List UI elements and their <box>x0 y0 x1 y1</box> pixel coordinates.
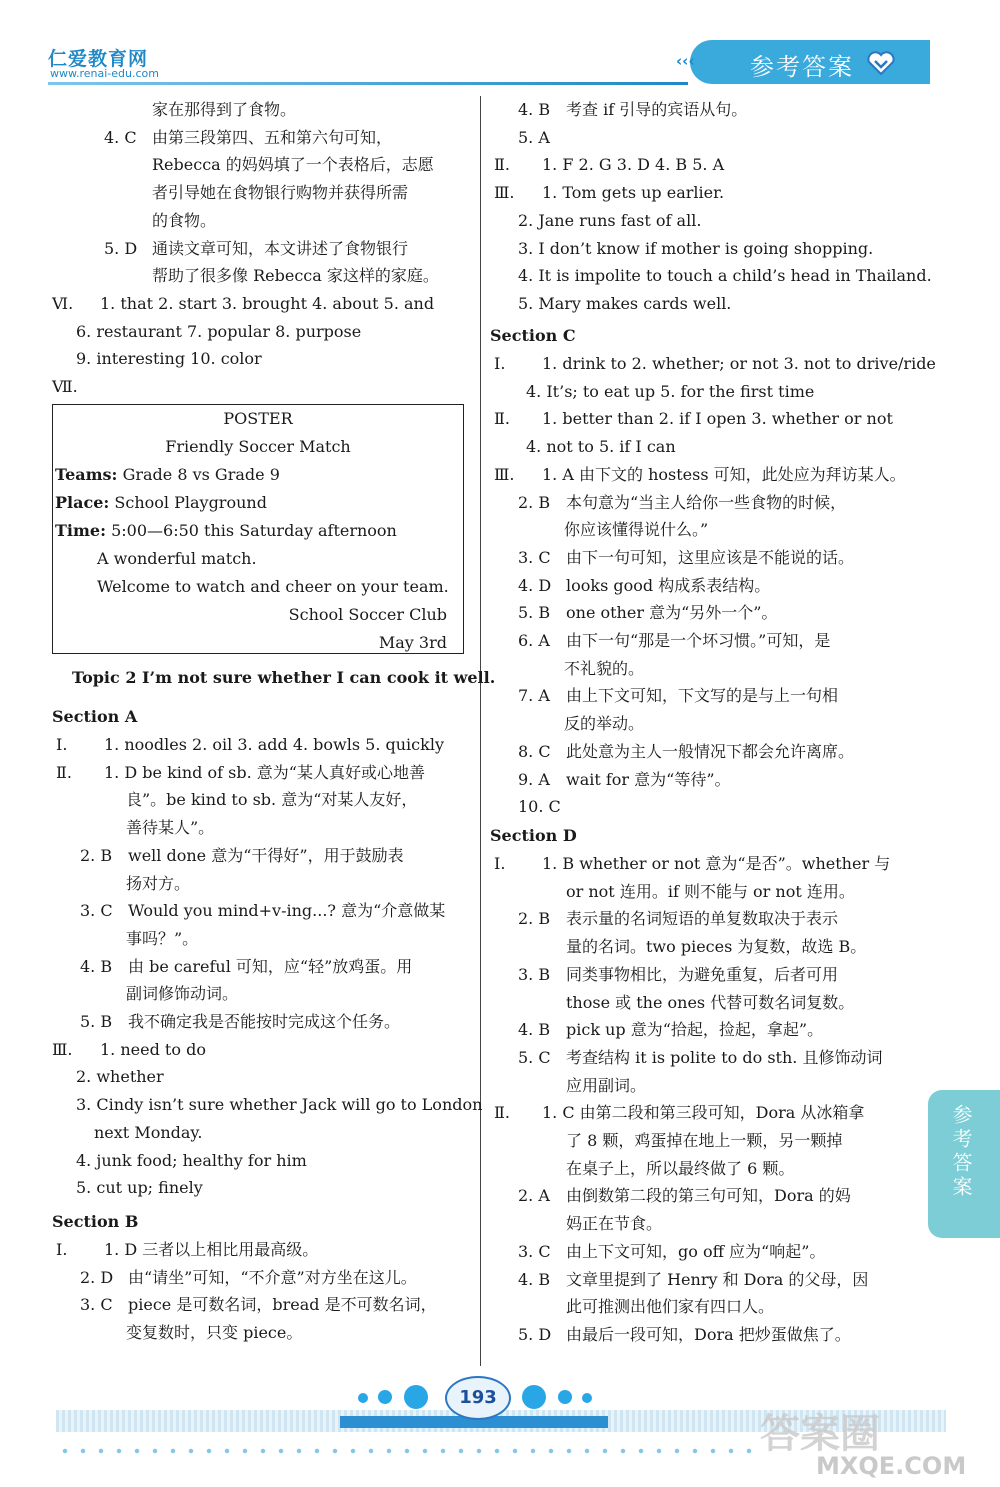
answer-line <box>152 151 434 178</box>
answer-text: 1. that 2. start 3. brought 4. about 5. and <box>100 293 435 313</box>
answer-line <box>518 1182 851 1209</box>
answer-text: 1. B whether or not 意为“是否”。whether 与 <box>542 854 891 873</box>
answer-line <box>566 1210 662 1237</box>
poster-signature: School Soccer Club <box>288 605 447 624</box>
poster-teams <box>55 461 280 488</box>
answer-text: 由下一句可知，这里应该是不能说的话。 <box>566 547 855 567</box>
answer-number: 2. B <box>80 845 113 865</box>
answer-number: 2. D <box>80 1267 114 1287</box>
answer-line <box>80 1264 417 1291</box>
answer-line <box>56 1236 318 1263</box>
answer-line <box>518 599 777 626</box>
answer-number: 8. C <box>518 741 551 761</box>
answer-text: 同类事物相比，为避免重复，后者可用 <box>566 964 839 984</box>
answer-text: 1. A 由下文的 hostess 可知，此处应为拜访某人。 <box>542 464 906 484</box>
answer-text: 1. drink to 2. whether; or not 3. not to drive/ride <box>542 354 936 373</box>
answer-text: 善待某人”。 <box>126 818 215 838</box>
answer-number: 3. C <box>518 547 551 567</box>
answer-text: 1. noodles 2. oil 3. add 4. bowls 5. quickly <box>104 735 444 754</box>
footer-dot <box>558 1390 572 1404</box>
answer-line <box>126 814 214 841</box>
poster-line2: Welcome to watch and cheer on your team. <box>97 577 449 596</box>
answer-line <box>518 544 854 571</box>
answer-number: 2. B <box>518 492 551 512</box>
answer-line <box>126 925 198 952</box>
answer-number: Ⅰ. <box>494 354 506 373</box>
answer-text: pick up 意为“拾起，捡起，拿起”。 <box>566 1020 824 1040</box>
answer-number: 4. B <box>518 1269 551 1289</box>
answer-number: 4. B <box>518 1020 551 1040</box>
chevrons-icon: ‹‹‹ <box>676 52 695 70</box>
answer-text: those 或 the ones 代替可数名词复数。 <box>566 992 855 1012</box>
header-title: 参考答案 <box>750 53 854 81</box>
answer-line <box>80 1291 437 1318</box>
poster-date: May 3rd <box>378 633 447 652</box>
poster-line1: A wonderful match. <box>97 549 257 568</box>
answer-line <box>518 207 701 234</box>
answer-line <box>126 786 417 813</box>
answer-text: 反的举动。 <box>564 714 645 734</box>
watermark-url: MXQE.COM <box>816 1452 967 1480</box>
answer-number: Ⅱ. <box>494 409 510 429</box>
answer-text: 不礼貌的。 <box>564 658 645 678</box>
answer-number: 10. C <box>518 797 561 817</box>
answer-line <box>56 759 425 786</box>
answer-text: 6. restaurant 7. popular 8. purpose <box>76 321 362 341</box>
answer-line <box>518 905 838 932</box>
answer-number: 2. B <box>518 909 551 929</box>
answer-number: 5. C <box>518 1047 551 1067</box>
answer-line <box>152 96 296 123</box>
answer-text: 由最后一段可知，Dora 把炒蛋做焦了。 <box>566 1324 851 1344</box>
answer-line <box>80 953 412 980</box>
section-b-heading: Section B <box>52 1212 139 1231</box>
answer-number: Ⅰ. <box>56 735 68 754</box>
answer-line <box>564 516 708 543</box>
answer-line <box>518 793 566 820</box>
answer-text: 在桌子上，所以最终做了 6 颗。 <box>566 1158 795 1178</box>
answer-number: 5. A <box>518 127 550 147</box>
answer-text: 应用副词。 <box>566 1075 647 1095</box>
answer-text: 事吗？”。 <box>126 928 199 948</box>
answer-text: 了 8 颗，鸡蛋掉在地上一颗，另一颗掉 <box>566 1131 843 1150</box>
answer-text: 4. junk food; healthy for him <box>76 1150 307 1170</box>
answer-number: 4. B <box>80 956 113 976</box>
footer-dot <box>378 1390 392 1404</box>
answer-line <box>76 318 361 345</box>
answer-line <box>566 878 855 905</box>
answer-number: 3. C <box>80 901 113 921</box>
answer-line <box>518 96 747 123</box>
section-a-heading: Section A <box>52 707 138 726</box>
topic-title: Topic 2 I’m not sure whether I can cook it well. <box>72 668 496 687</box>
answer-text: 表示量的名词短语的单复数取决于表示 <box>566 909 839 929</box>
answer-number: 3. C <box>80 1295 113 1315</box>
page-header <box>0 0 1000 92</box>
answer-text: 者引导她在食物银行购物并获得所需 <box>152 183 409 203</box>
footer-dots <box>56 1444 756 1458</box>
answer-number: 3. C <box>518 1241 551 1261</box>
answer-line <box>126 870 190 897</box>
poster-time <box>55 517 397 544</box>
answer-text: 量的名词。two pieces 为复数，故选 B。 <box>566 937 867 957</box>
page-number: 193 <box>445 1376 511 1420</box>
answer-line <box>518 1016 823 1043</box>
answer-text: 由上下文可知，go off 应为“响起”。 <box>566 1241 826 1261</box>
answer-number: Ⅱ. <box>56 762 72 782</box>
answer-text: piece 是可数名词，bread 是不可数名词， <box>128 1295 437 1315</box>
answer-number: 5. D <box>104 238 138 258</box>
answer-line <box>494 350 936 377</box>
answer-line <box>76 1174 203 1201</box>
answer-line <box>518 572 770 599</box>
answer-text: 通读文章可知，本文讲述了食物银行 <box>152 238 409 258</box>
answer-line <box>494 850 890 877</box>
answer-line <box>564 655 644 682</box>
answer-text: 由“请坐”可知，“不介意”对方坐在这儿。 <box>128 1267 417 1287</box>
answer-text: 扬对方。 <box>126 873 191 893</box>
answer-line <box>494 405 893 432</box>
section-d-heading: Section D <box>490 826 577 845</box>
teams-value: Grade 8 vs Grade 9 <box>122 465 280 484</box>
answer-text: 由第三段第四、五和第六句可知， <box>152 127 393 147</box>
answer-line <box>104 124 392 151</box>
answer-line <box>76 1147 307 1174</box>
time-value: 5:00—6:50 this Saturday afternoon <box>111 521 397 540</box>
side-tab-label: 参考答案 <box>949 1104 973 1200</box>
footer-dot <box>522 1385 546 1409</box>
poster-title: POSTER <box>223 409 293 428</box>
footer-dot <box>582 1393 592 1403</box>
answer-line <box>526 433 676 460</box>
answer-line <box>80 897 445 924</box>
answer-line <box>152 179 408 206</box>
answer-line <box>494 1099 864 1126</box>
answer-line <box>518 1238 825 1265</box>
answer-number: Ⅲ. <box>494 464 515 484</box>
answer-text: 考查结构 it is polite to do sth. 且修饰动词 <box>566 1047 883 1067</box>
answer-number: Ⅶ. <box>52 377 78 396</box>
answer-text: or not 连用。if 则不能与 or not 连用。 <box>566 881 855 901</box>
answer-line <box>518 1266 868 1293</box>
answer-text: 5. cut up; finely <box>76 1178 203 1198</box>
answer-line <box>80 842 404 869</box>
answer-number: 6. A <box>518 631 550 650</box>
answer-text: 良”。be kind to sb. 意为“对某人友好， <box>126 790 418 810</box>
answer-text: 由上下文可知，下文写的是与上一句相 <box>566 686 839 706</box>
answer-line <box>518 262 932 289</box>
answer-text: Rebecca 的妈妈填了一个表格后，志愿 <box>152 155 434 175</box>
answer-text: 1. D be kind of sb. 意为“某人真好或心地善 <box>104 762 425 782</box>
answer-line <box>518 682 838 709</box>
answer-line <box>76 1091 482 1118</box>
answer-line <box>80 1008 400 1035</box>
answer-text: 本句意为“当主人给你一些食物的时候， <box>566 492 847 512</box>
answer-text: 的食物。 <box>152 210 217 230</box>
answer-number: 3. B <box>518 964 551 984</box>
answer-text: 变复数时，只变 piece。 <box>126 1323 303 1343</box>
answer-text: 妈正在节食。 <box>566 1214 663 1234</box>
answer-line <box>52 1036 206 1063</box>
answer-line <box>494 461 906 488</box>
answer-text: 1. Tom gets up earlier. <box>542 183 725 203</box>
answer-number: Ⅱ. <box>494 1103 510 1123</box>
column-divider <box>480 96 481 1366</box>
answer-number: 4. D <box>518 575 552 595</box>
answer-line <box>566 1127 842 1154</box>
answer-line <box>518 1321 851 1348</box>
answer-text: 3. Cindy isn’t sure whether Jack will go to London <box>76 1095 483 1115</box>
heart-icon <box>866 50 896 76</box>
answer-number: Ⅲ. <box>52 1039 73 1059</box>
answer-line <box>76 1063 164 1090</box>
answer-text: 1. C 由第二段和第三段可知，Dora 从冰箱拿 <box>542 1103 865 1123</box>
answer-line <box>152 207 216 234</box>
answer-line <box>564 710 644 737</box>
answer-line <box>566 989 854 1016</box>
time-label: Time: <box>55 521 106 540</box>
answer-line <box>518 1044 882 1071</box>
answer-line <box>76 345 262 372</box>
poster-subtitle: Friendly Soccer Match <box>165 437 351 456</box>
answer-text: 9. interesting 10. color <box>76 349 262 369</box>
answer-text: next Monday. <box>94 1122 203 1142</box>
poster-place <box>55 489 267 516</box>
answer-text: 由 be careful 可知，应“轻”放鸡蛋。用 <box>128 956 413 976</box>
answer-text: 4. It’s; to eat up 5. for the first time <box>526 381 815 401</box>
answer-line <box>518 124 566 151</box>
answer-text: 你应该懂得说什么。” <box>564 520 709 540</box>
answer-number: Ⅰ. <box>56 1240 68 1259</box>
answer-line <box>56 731 444 758</box>
footer-dot <box>404 1385 428 1409</box>
place-value: School Playground <box>114 493 267 512</box>
poster-box <box>52 404 464 654</box>
answer-text: 5. Mary makes cards well. <box>518 293 732 313</box>
answer-number: Ⅰ. <box>494 854 506 873</box>
answer-line <box>126 980 238 1007</box>
footer-dot <box>358 1393 368 1403</box>
answer-line <box>566 933 866 960</box>
answer-text: 由倒数第二段的第三句可知，Dora 的妈 <box>566 1186 851 1206</box>
answer-number: 5. B <box>80 1012 113 1031</box>
place-label: Place: <box>55 493 110 512</box>
answer-number: 7. A <box>518 686 550 706</box>
answer-number: 2. A <box>518 1186 550 1206</box>
answer-text: Would you mind+v-ing...? 意为“介意做某 <box>128 901 446 921</box>
answer-text: 1. better than 2. if I open 3. whether or not <box>542 409 893 429</box>
answer-line <box>526 378 814 405</box>
answer-line <box>566 1072 646 1099</box>
answer-text: 由下一句“那是一个坏习惯。”可知，是 <box>566 631 831 650</box>
answer-text: 1. need to do <box>100 1039 206 1059</box>
answer-text: 此处意为主人一般情况下都会允许离席。 <box>566 741 855 761</box>
answer-text: 我不确定我是否能按时完成这个任务。 <box>128 1012 401 1031</box>
answer-line <box>518 290 731 317</box>
watermark: 答案圈 <box>760 1411 880 1457</box>
answer-line <box>494 179 724 206</box>
logo-url: www.renai-edu.com <box>50 67 159 80</box>
answer-text: 考查 if 引导的宾语从句。 <box>566 100 748 119</box>
answer-text: 2. whether <box>76 1067 164 1087</box>
answer-line <box>518 766 731 793</box>
answer-line <box>518 961 838 988</box>
answer-text: 此可推测出他们家有四口人。 <box>566 1297 775 1317</box>
teams-label: Teams: <box>55 465 118 484</box>
answer-line <box>152 262 439 289</box>
answer-text: 4. It is impolite to touch a child’s head in Thailand. <box>518 266 932 286</box>
answer-text: 3. I don’t know if mother is going shopping. <box>518 238 874 258</box>
answer-text: 副词修饰动词。 <box>126 984 239 1004</box>
logo-name: 仁爱教育网 <box>48 48 149 70</box>
answer-line <box>94 1119 202 1146</box>
answer-number: 4. B <box>518 100 551 119</box>
answer-line <box>104 235 408 262</box>
section-c-heading: Section C <box>490 326 576 345</box>
answer-text: 1. D 三者以上相比用最高级。 <box>104 1240 319 1259</box>
answer-line <box>518 235 873 262</box>
answer-text: 1. F 2. G 3. D 4. B 5. A <box>542 155 725 175</box>
answer-line <box>52 290 434 317</box>
answer-number: 5. B <box>518 603 551 623</box>
answer-text: 帮助了很多像 Rebecca 家这样的家庭。 <box>152 266 439 286</box>
answer-text: well done 意为“干得好”，用于鼓励表 <box>128 845 404 865</box>
answer-text: 家在那得到了食物。 <box>152 100 297 119</box>
answer-text: wait for 意为“等待”。 <box>566 769 731 789</box>
answer-line <box>52 373 100 400</box>
answer-number: 5. D <box>518 1324 552 1344</box>
answer-number: 4. C <box>104 127 137 147</box>
answer-line <box>518 627 830 654</box>
answer-number: Ⅲ. <box>494 183 515 203</box>
answer-number: Ⅵ. <box>52 293 74 313</box>
answer-line <box>566 1293 774 1320</box>
answer-text: 2. Jane runs fast of all. <box>518 210 702 230</box>
answer-line <box>518 738 854 765</box>
answer-text: looks good 构成系表结构。 <box>566 575 771 595</box>
answer-text: one other 意为“另外一个”。 <box>566 603 778 623</box>
answer-line <box>494 151 724 178</box>
side-tab <box>928 1090 1000 1238</box>
header-rule <box>48 82 688 85</box>
answer-line <box>518 489 846 516</box>
answer-text: 4. not to 5. if I can <box>526 437 676 457</box>
answer-text: 文章里提到了 Henry 和 Dora 的父母，因 <box>566 1269 869 1289</box>
answer-number: Ⅱ. <box>494 155 510 175</box>
answer-number: 9. A <box>518 769 550 789</box>
answer-line <box>126 1319 302 1346</box>
answer-line <box>566 1155 794 1182</box>
